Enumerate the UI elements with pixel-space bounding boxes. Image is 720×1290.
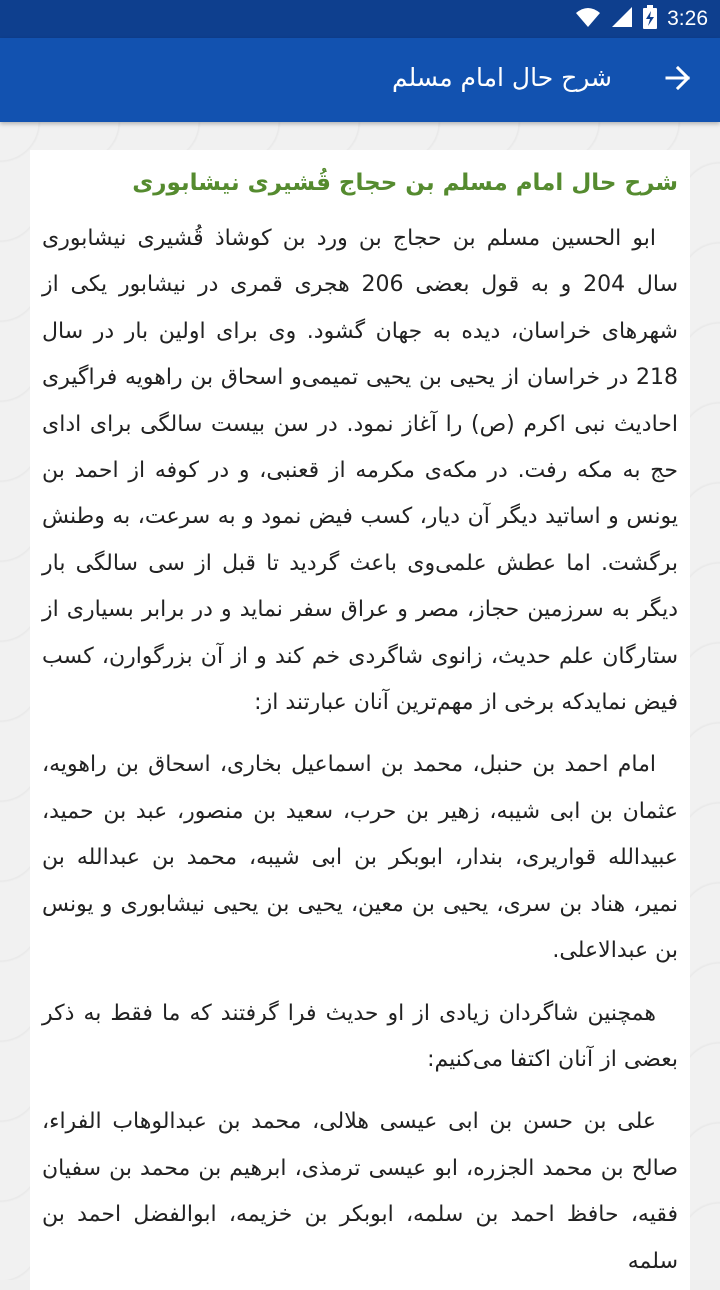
- app-bar: [0, 38, 720, 122]
- cell-signal-icon: [611, 6, 633, 32]
- battery-charging-icon: [643, 5, 657, 33]
- article-card: [30, 150, 690, 1290]
- status-bar: [0, 0, 720, 38]
- arrow-back-icon: [664, 64, 692, 96]
- article-paragraph: همچنین شاگردان زیادی از او حدیث فرا گرفتند که ما فقط به ذکر بعضی از آنان اکتفا می‌کنیم:: [42, 1000, 678, 1072]
- article-paragraph: ابو الحسین مسلم بن حجاج بن ورد بن کوشاذ قُشیری نیشابوری سال 204 و به قول بعضی 206 هجری قمری در نیشابور یکی از شهرهای خراسان، دیده به جهان گشود. وی برای اولین بار در سال 218 در خراسان از یحیی بن یحیی تمیمی‌و اسحاق بن راهویه فراگیری احادیث نبی اکرم (ص) را آغاز نمود. در سن بیست سالگی برای ادای حج به مکه رفت. در مکه‌ی مکرمه از قعنبی، و در کوفه از احمد بن یونس و اساتید دیگر آن دیار، کسب فیض نمود و به سرعت، به وطنش برگشت. اما عطش علمی‌وی باعث گردید تا قبل از سی سالگی بار دیگر به سرزمین حجاز، مصر و عراق سفر نماید و در برابر بسیاری از ستارگان علم حدیث، زانوی شاگردی خم کند و از آن بزرگوارن، کسب فیض نمایدکه برخی از مهم‌ترین آنان عبارتند از:: [42, 226, 678, 716]
- article-paragraph: علی بن حسن بن ابی عیسی هلالی، محمد بن عبدالوهاب الفراء، صالح بن محمد الجزره، ابو عیسی ترمذی، ابرهیم بن محمد بن سفیان فقیه، حافظ احمد بن سلمه، ابوبکر بن خزیمه، ابوالفضل احمد بن سلمه: [42, 1109, 678, 1274]
- article-paragraph: امام احمد بن حنبل، محمد بن اسماعیل بخاری، اسحاق بن راهویه، عثمان بن ابی شیبه، زهیر بن حرب، سعید بن منصور، عبد بن حمید، عبیدالله قواریری، بندار، ابوبکر بن ابی شیبه، محمد بن عبدالله بن نمیر، هناد بن سری، یحیی بن معین، یحیی بن یحیی نیشابوری و یونس بن عبدالاعلی.: [42, 752, 678, 964]
- status-time: 3:26: [667, 7, 708, 30]
- back-button[interactable]: [654, 56, 702, 104]
- page-title: شرح حال امام مسلم: [392, 63, 612, 92]
- wifi-icon: [575, 6, 601, 32]
- article-heading: شرح حال امام مسلم بن حجاج قُشیری نیشابوری: [132, 170, 678, 196]
